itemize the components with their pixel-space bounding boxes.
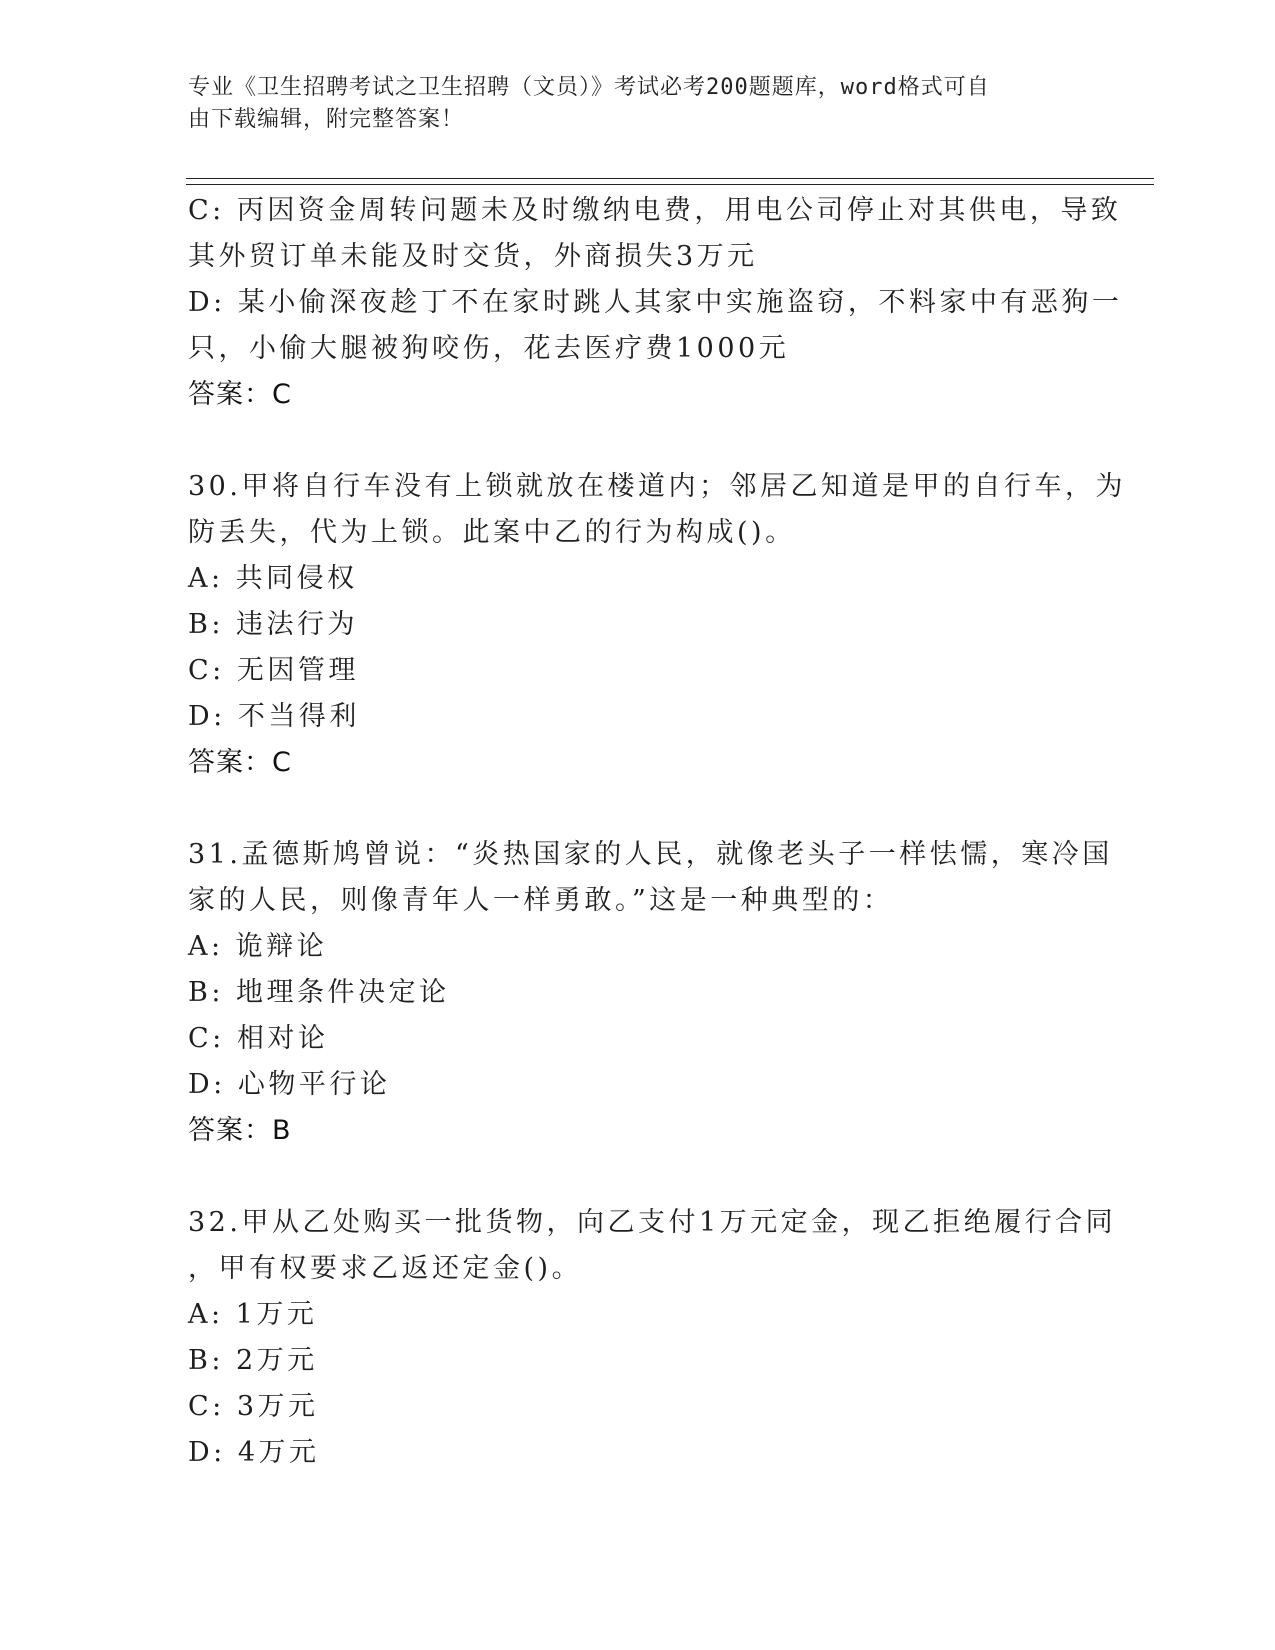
option-c: C: 相对论 xyxy=(188,1023,329,1054)
option-c: C: 3万元 xyxy=(188,1391,319,1422)
header-line-2: 由下载编辑，附完整答案！ xyxy=(188,107,465,132)
document-header xyxy=(188,72,1068,136)
question-content xyxy=(188,188,1126,1476)
option-c: C: 无因管理 xyxy=(188,655,359,686)
question-stem-line-1: 32.甲从乙处购买一批货物，向乙支付1万元定金，现乙拒绝履行合同 xyxy=(188,1207,1117,1238)
answer-label: 答案：C xyxy=(188,379,292,410)
option-b: B: 违法行为 xyxy=(188,609,359,640)
spacer xyxy=(188,786,1088,832)
spacer xyxy=(188,418,1088,464)
previous-question-tail xyxy=(188,188,1123,418)
question-stem-line-2: ，甲有权要求乙返还定金()。 xyxy=(188,1253,583,1284)
question-32 xyxy=(188,1200,1117,1476)
spacer xyxy=(188,1154,1088,1200)
question-stem-line-1: 30.甲将自行车没有上锁就放在楼道内；邻居乙知道是甲的自行车，为 xyxy=(188,471,1126,502)
question-stem-line-1: 31.孟德斯鸠曾说：“炎热国家的人民，就像老头子一样怯懦，寒冷国 xyxy=(188,839,1113,870)
option-c-line-1: C: 丙因资金周转问题未及时缴纳电费，用电公司停止对其供电，导致 xyxy=(188,195,1122,226)
option-d-line-2: 只，小偷大腿被狗咬伤，花去医疗费1000元 xyxy=(188,333,790,364)
option-c-line-2: 其外贸订单未能及时交货，外商损失3万元 xyxy=(188,241,758,272)
question-31 xyxy=(188,832,1113,1154)
option-a: A: 诡辩论 xyxy=(188,931,328,962)
question-stem-line-2: 家的人民，则像青年人一样勇敢。”这是一种典型的： xyxy=(188,885,894,916)
question-stem-line-2: 防丢失，代为上锁。此案中乙的行为构成()。 xyxy=(188,517,796,548)
question-30 xyxy=(188,464,1126,786)
answer-label: 答案：C xyxy=(188,747,292,778)
option-a: A: 共同侵权 xyxy=(188,563,358,594)
header-divider-bottom xyxy=(186,184,1154,185)
option-d: D: 不当得利 xyxy=(188,701,360,732)
option-d: D: 4万元 xyxy=(188,1437,320,1468)
option-b: B: 2万元 xyxy=(188,1345,318,1376)
header-divider-top xyxy=(186,178,1154,179)
header-line-1: 专业《卫生招聘考试之卫生招聘（文员）》考试必考200题题库，word格式可自 xyxy=(188,75,990,100)
option-d-line-1: D: 某小偷深夜趁丁不在家时跳人其家中实施盗窃，不料家中有恶狗一 xyxy=(188,287,1123,318)
option-a: A: 1万元 xyxy=(188,1299,318,1330)
answer-label: 答案：B xyxy=(188,1115,292,1146)
option-d: D: 心物平行论 xyxy=(188,1069,391,1100)
option-b: B: 地理条件决定论 xyxy=(188,977,450,1008)
